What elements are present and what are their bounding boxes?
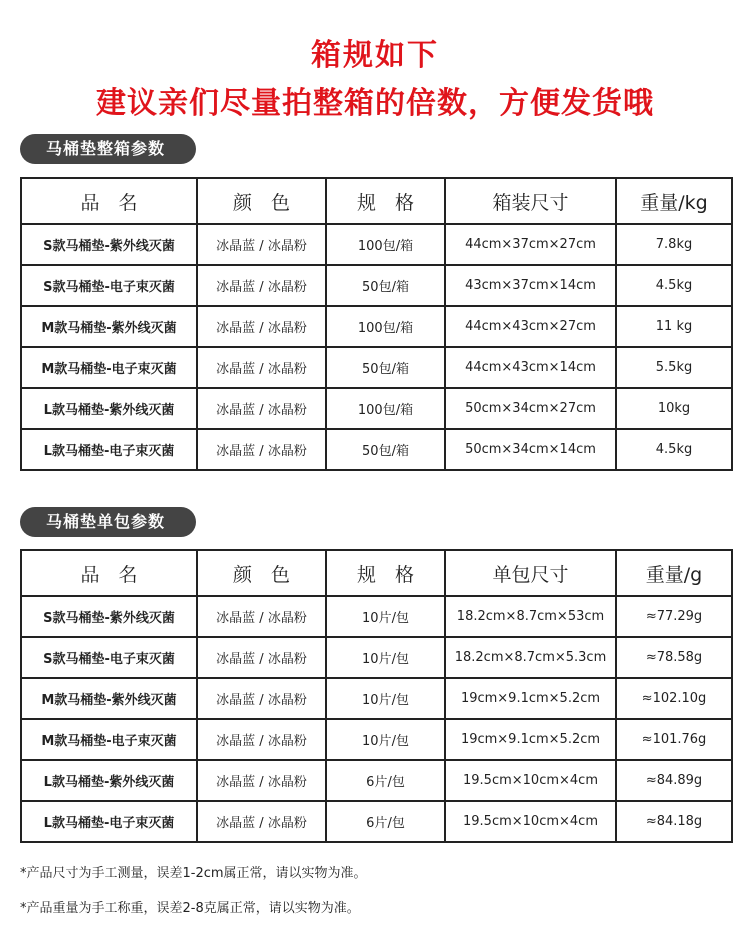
color-cell: 冰晶蓝 / 冰晶粉 xyxy=(197,760,326,801)
size-cell: 19.5cm×10cm×4cm xyxy=(445,801,616,842)
column-header: 颜 色 xyxy=(197,178,326,224)
column-header: 颜 色 xyxy=(197,550,326,596)
weight-cell: 4.5kg xyxy=(616,265,732,306)
table-row xyxy=(21,801,732,842)
weight-cell: ≈78.58g xyxy=(616,637,732,678)
table-row xyxy=(21,637,732,678)
spec-cell: 10片/包 xyxy=(326,719,445,760)
table-row xyxy=(21,429,732,470)
spec-cell: 100包/箱 xyxy=(326,388,445,429)
spec-cell: 10片/包 xyxy=(326,596,445,637)
column-header: 重量/g xyxy=(616,550,732,596)
product-name-cell: M款马桶垫-电子束灭菌 xyxy=(21,719,197,760)
table-row xyxy=(21,347,732,388)
size-disclaimer-note: *产品尺寸为手工测量，误差1-2cm属正常，请以实物为准。 xyxy=(20,866,367,881)
table-row xyxy=(21,388,732,429)
color-cell: 冰晶蓝 / 冰晶粉 xyxy=(197,596,326,637)
size-cell: 50cm×34cm×27cm xyxy=(445,388,616,429)
color-cell: 冰晶蓝 / 冰晶粉 xyxy=(197,224,326,265)
weight-cell: ≈84.18g xyxy=(616,801,732,842)
weight-cell: 7.8kg xyxy=(616,224,732,265)
column-header: 重量/kg xyxy=(616,178,732,224)
table-header-row xyxy=(21,550,732,596)
spec-cell: 100包/箱 xyxy=(326,306,445,347)
weight-cell: ≈102.10g xyxy=(616,678,732,719)
spec-cell: 10片/包 xyxy=(326,678,445,719)
product-name-cell: S款马桶垫-紫外线灭菌 xyxy=(21,596,197,637)
color-cell: 冰晶蓝 / 冰晶粉 xyxy=(197,678,326,719)
box-spec-table xyxy=(20,177,733,471)
product-name-cell: M款马桶垫-电子束灭菌 xyxy=(21,347,197,388)
spec-cell: 100包/箱 xyxy=(326,224,445,265)
spec-cell: 50包/箱 xyxy=(326,429,445,470)
product-name-cell: M款马桶垫-紫外线灭菌 xyxy=(21,678,197,719)
weight-cell: 4.5kg xyxy=(616,429,732,470)
product-name-cell: M款马桶垫-紫外线灭菌 xyxy=(21,306,197,347)
color-cell: 冰晶蓝 / 冰晶粉 xyxy=(197,265,326,306)
spec-cell: 50包/箱 xyxy=(326,265,445,306)
column-header: 规 格 xyxy=(326,178,445,224)
weight-cell: ≈84.89g xyxy=(616,760,732,801)
column-header: 品 名 xyxy=(21,550,197,596)
color-cell: 冰晶蓝 / 冰晶粉 xyxy=(197,719,326,760)
column-header: 单包尺寸 xyxy=(445,550,616,596)
table-row xyxy=(21,678,732,719)
spec-cell: 6片/包 xyxy=(326,760,445,801)
spec-cell: 10片/包 xyxy=(326,637,445,678)
size-cell: 19cm×9.1cm×5.2cm xyxy=(445,719,616,760)
pack-section-tag: 马桶垫单包参数 xyxy=(20,507,196,537)
weight-cell: ≈77.29g xyxy=(616,596,732,637)
box-section-tag: 马桶垫整箱参数 xyxy=(20,134,196,164)
product-name-cell: L款马桶垫-电子束灭菌 xyxy=(21,429,197,470)
table-row xyxy=(21,596,732,637)
product-name-cell: S款马桶垫-紫外线灭菌 xyxy=(21,224,197,265)
product-name-cell: S款马桶垫-电子束灭菌 xyxy=(21,265,197,306)
weight-cell: 10kg xyxy=(616,388,732,429)
size-cell: 44cm×43cm×14cm xyxy=(445,347,616,388)
table-header-row xyxy=(21,178,732,224)
size-cell: 19.5cm×10cm×4cm xyxy=(445,760,616,801)
color-cell: 冰晶蓝 / 冰晶粉 xyxy=(197,347,326,388)
table-row xyxy=(21,719,732,760)
product-name-cell: L款马桶垫-紫外线灭菌 xyxy=(21,760,197,801)
column-header: 规 格 xyxy=(326,550,445,596)
size-cell: 50cm×34cm×14cm xyxy=(445,429,616,470)
table-row xyxy=(21,224,732,265)
size-cell: 44cm×43cm×27cm xyxy=(445,306,616,347)
color-cell: 冰晶蓝 / 冰晶粉 xyxy=(197,306,326,347)
page-subtitle: 建议亲们尽量拍整箱的倍数，方便发货哦 xyxy=(96,86,654,121)
weight-disclaimer-note: *产品重量为手工称重，误差2-8克属正常，请以实物为准。 xyxy=(20,901,360,916)
color-cell: 冰晶蓝 / 冰晶粉 xyxy=(197,388,326,429)
weight-cell: 5.5kg xyxy=(616,347,732,388)
product-name-cell: S款马桶垫-电子束灭菌 xyxy=(21,637,197,678)
size-cell: 18.2cm×8.7cm×5.3cm xyxy=(445,637,616,678)
color-cell: 冰晶蓝 / 冰晶粉 xyxy=(197,429,326,470)
weight-cell: 11 kg xyxy=(616,306,732,347)
product-name-cell: L款马桶垫-紫外线灭菌 xyxy=(21,388,197,429)
size-cell: 18.2cm×8.7cm×53cm xyxy=(445,596,616,637)
size-cell: 43cm×37cm×14cm xyxy=(445,265,616,306)
spec-cell: 50包/箱 xyxy=(326,347,445,388)
color-cell: 冰晶蓝 / 冰晶粉 xyxy=(197,801,326,842)
table-row xyxy=(21,306,732,347)
product-name-cell: L款马桶垫-电子束灭菌 xyxy=(21,801,197,842)
color-cell: 冰晶蓝 / 冰晶粉 xyxy=(197,637,326,678)
size-cell: 44cm×37cm×27cm xyxy=(445,224,616,265)
size-cell: 19cm×9.1cm×5.2cm xyxy=(445,678,616,719)
table-row xyxy=(21,760,732,801)
spec-cell: 6片/包 xyxy=(326,801,445,842)
pack-spec-table xyxy=(20,549,733,843)
table-row xyxy=(21,265,732,306)
page-title: 箱规如下 xyxy=(311,38,439,73)
column-header: 品 名 xyxy=(21,178,197,224)
weight-cell: ≈101.76g xyxy=(616,719,732,760)
column-header: 箱装尺寸 xyxy=(445,178,616,224)
